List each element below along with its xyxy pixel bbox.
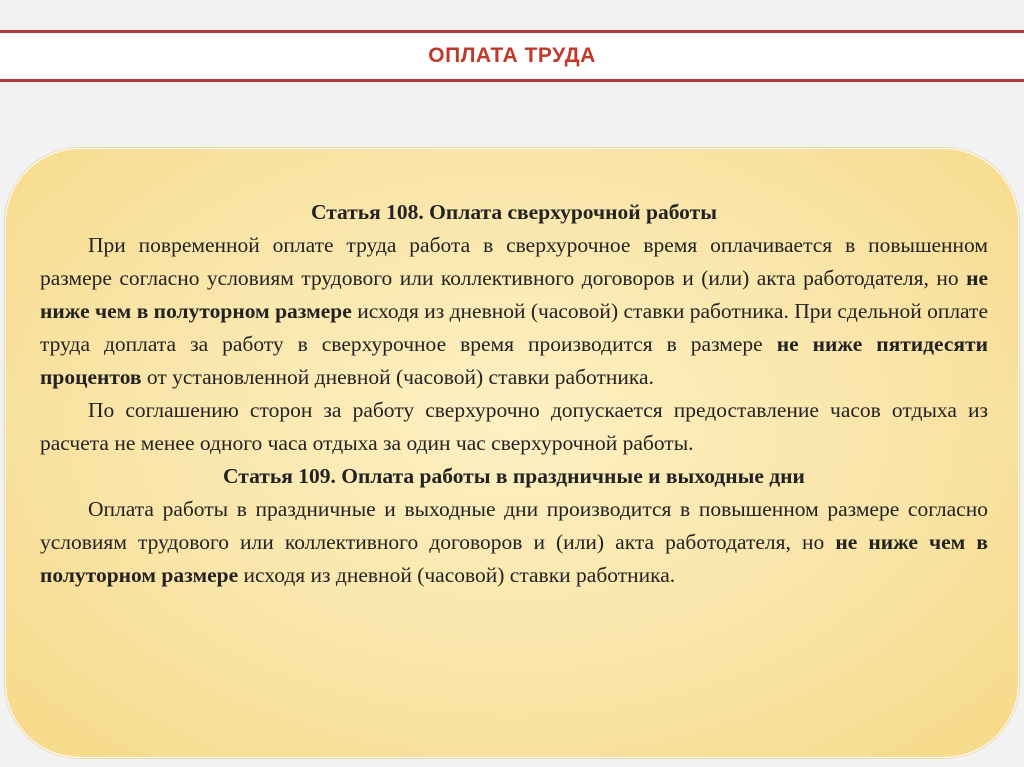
bold-emphasis: не ниже чем в полуторном размере bbox=[40, 266, 988, 323]
text-block bbox=[40, 196, 988, 592]
text-run: исходя из дневной (часовой) ставки работника. При сдельной оплате труда доплата за работу в сверхурочное время производится в размере bbox=[40, 299, 988, 356]
article-108-paragraph-2: По соглашению сторон за работу сверхурочно допускается предоставление часов отдыха из расчета не менее одного часа отдыха за один час сверхурочной работы. bbox=[40, 398, 988, 455]
top-strip bbox=[0, 0, 1024, 30]
text-run: исходя из дневной (часовой) ставки работника. bbox=[238, 563, 676, 587]
bold-emphasis: не ниже пятидесяти процентов bbox=[40, 332, 988, 389]
slide-title: ОПЛАТА ТРУДА bbox=[428, 44, 596, 67]
header-band bbox=[0, 30, 1024, 82]
article-108-paragraph-1 bbox=[40, 229, 988, 394]
article-109-paragraph-1 bbox=[40, 493, 988, 592]
article-109-heading: Статья 109. Оплата работы в праздничные и выходные дни bbox=[223, 464, 805, 488]
text-run: от установленной дневной (часовой) ставки работника. bbox=[141, 365, 654, 389]
text-run: При повременной оплате труда работа в сверхурочное время оплачивается в повышенном размере согласно условиям трудового или коллективного договоров и (или) акта работодателя, но bbox=[40, 233, 988, 290]
article-108-heading: Статья 108. Оплата сверхурочной работы bbox=[310, 200, 717, 224]
bold-emphasis: не ниже чем в полуторном размере bbox=[40, 530, 989, 587]
text-run: Оплата работы в праздничные и выходные дни производится в повышенном размере согласно условиям трудового или коллективного договоров и (или) акта работодателя, но bbox=[40, 497, 988, 554]
